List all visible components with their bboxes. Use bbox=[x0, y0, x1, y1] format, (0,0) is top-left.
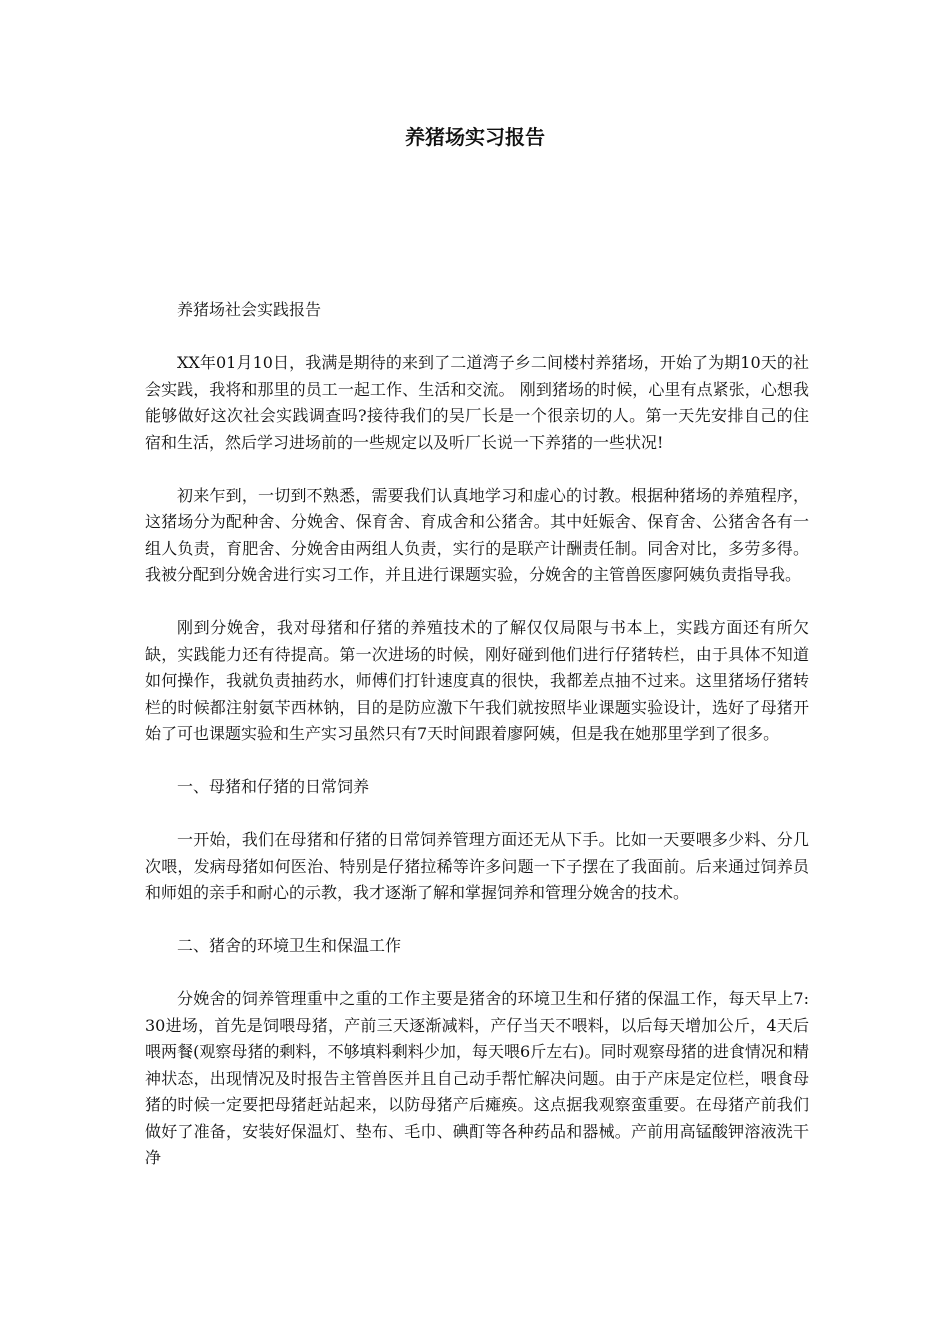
document-body bbox=[145, 297, 809, 1172]
paragraph-hygiene: 分娩舍的饲养管理重中之重的工作主要是猪舍的环境卫生和仔猪的保温工作，每天早上7:30进场，首先是饲喂母猪，产前三天逐渐减料，产仔当天不喂料，以后每天增加公斤，4天后喂两餐(观察母猪的剩料，不够填料剩料少加，每天喂6斤左右)。同时观察母猪的进食情况和精神状态，出现情况及时报告主管兽医并且自己动手帮忙解决问题。由于产床是定位栏，喂食母猪的时候一定要把母猪赶站起来，以防母猪产后瘫痪。这点据我观察蛮重要。在母猪产前我们做好了准备，安装好保温灯、垫布、毛巾、碘酊等各种药品和器械。产前用高锰酸钾溶液洗干净 bbox=[145, 989, 809, 1167]
paragraph-intro: XX年01月10日，我满是期待的来到了二道湾子乡二间楼村养猪场，开始了为期10天的社会实践，我将和那里的员工一起工作、生活和交流。 刚到猪场的时候，心里有点紧张，心想我能够做好这次社会实践调查吗?接待我们的吴厂长是一个很亲切的人。第一天先安排自己的住宿和生活，然后学习进场前的一些规定以及听厂长说一下养猪的一些状况! bbox=[145, 353, 809, 452]
paragraph-arrival: 初来乍到，一切到不熟悉，需要我们认真地学习和虚心的讨教。根据种猪场的养殖程序，这猪场分为配种舍、分娩舍、保育舍、育成舍和公猪舍。其中妊娠舍、保育舍、公猪舍各有一组人负责，育肥舍、分娩舍由两组人负责，实行的是联产计酬责任制。同舍对比，多劳多得。我被分配到分娩舍进行实习工作，并且进行课题实验，分娩舍的主管兽医廖阿姨负责指导我。 bbox=[145, 485, 809, 584]
paragraph-farrowing: 刚到分娩舍，我对母猪和仔猪的养殖技术的了解仅仅局限与书本上，实践方面还有所欠缺，实践能力还有待提高。第一次进场的时候，刚好碰到他们进行仔猪转栏，由于具体不知道如何操作，我就负责抽药水，师傅们打针速度真的很快，我都差点抽不过来。这里猪场仔猪转栏的时候都注射氨苄西林钠，目的是防应激下午我们就按照毕业课题实验设计，选好了母猪开始了可也课题实验和生产实习虽然只有7天时间跟着廖阿姨，但是我在她那里学到了很多。 bbox=[145, 618, 809, 743]
section-heading-1: 一、母猪和仔猪的日常饲养 bbox=[177, 777, 370, 796]
section-heading-2: 二、猪舍的环境卫生和保温工作 bbox=[177, 936, 402, 955]
paragraph-daily-feeding: 一开始，我们在母猪和仔猪的日常饲养管理方面还无从下手。比如一天要喂多少料、分几次喂，发病母猪如何医治、特别是仔猪拉稀等许多问题一下子摆在了我面前。后来通过饲养员和师姐的亲手和耐心的示教，我才逐渐了解和掌握饲养和管理分娩舍的技术。 bbox=[145, 830, 809, 902]
paragraph-subtitle: 养猪场社会实践报告 bbox=[177, 300, 322, 319]
document-title: 养猪场实习报告 bbox=[405, 125, 545, 149]
